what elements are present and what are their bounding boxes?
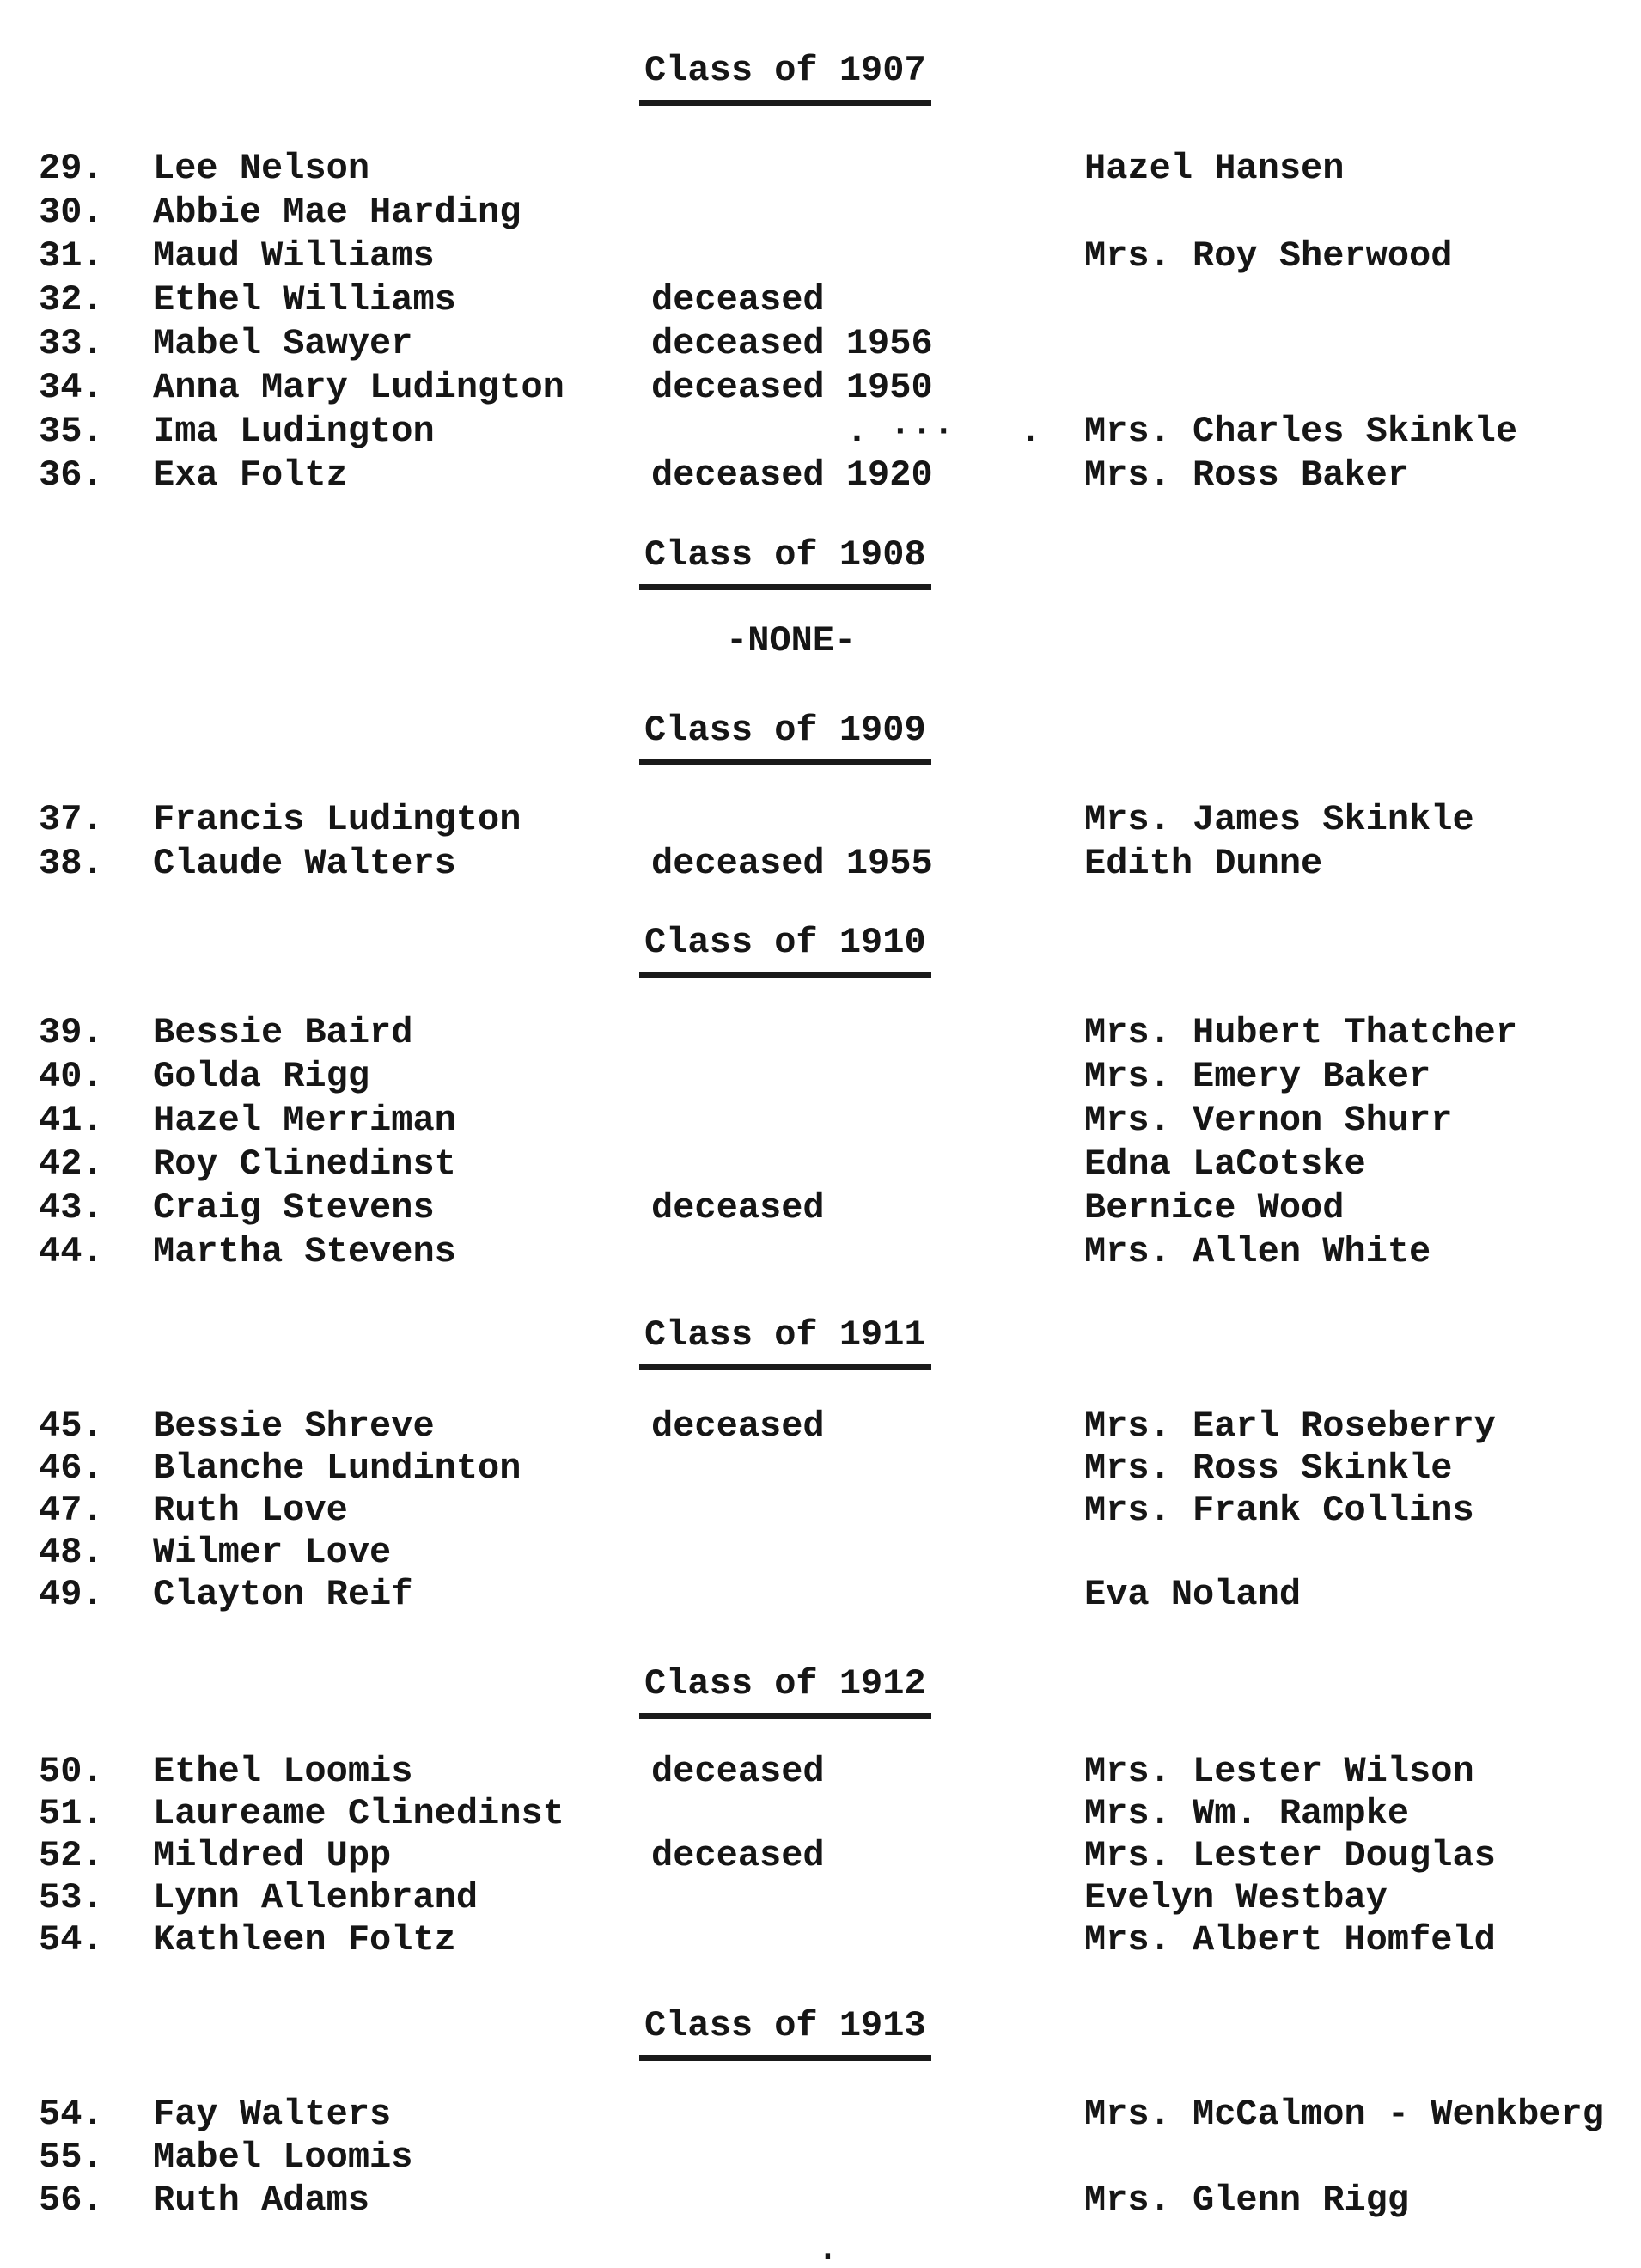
graduate-name: Exa Foltz — [153, 454, 348, 496]
roster-row — [0, 1835, 1641, 1878]
graduate-name: Ethel Williams — [153, 279, 456, 320]
row-number: 50. — [39, 1751, 104, 1792]
graduate-name: Mabel Loomis — [153, 2137, 413, 2178]
married-name: Mrs. Frank Collins — [1084, 1490, 1474, 1531]
graduate-name: Mabel Sawyer — [153, 323, 413, 364]
roster-row — [0, 1919, 1641, 1962]
roster-row — [0, 192, 1641, 235]
married-name: Mrs. Charles Skinkle — [1084, 411, 1518, 452]
graduate-name: Fay Walters — [153, 2094, 392, 2135]
section-heading-text: Class of 1909 — [639, 710, 931, 765]
married-name: Mrs. Albert Homfeld — [1084, 1919, 1496, 1960]
status-note: deceased — [651, 1835, 825, 1876]
married-name: Mrs. McCalmon - Wenkberg — [1084, 2094, 1604, 2135]
row-number: 55. — [39, 2137, 104, 2178]
row-number: 45. — [39, 1405, 104, 1447]
graduate-name: Claude Walters — [153, 843, 456, 884]
row-number: 52. — [39, 1835, 104, 1876]
married-name: Mrs. Roy Sherwood — [1084, 235, 1453, 277]
graduate-name: Martha Stevens — [153, 1231, 456, 1272]
section-heading-text: Class of 1908 — [639, 534, 931, 590]
row-number: 31. — [39, 235, 104, 277]
row-number: 44. — [39, 1231, 104, 1272]
roster-row — [0, 1793, 1641, 1836]
row-number: 30. — [39, 192, 104, 233]
married-name: Hazel Hansen — [1084, 148, 1345, 189]
roster-row — [0, 1751, 1641, 1794]
married-name: Mrs. Allen White — [1084, 1231, 1431, 1272]
graduate-name: Hazel Merriman — [153, 1100, 456, 1141]
row-number: 49. — [39, 1574, 104, 1615]
roster-row — [0, 1231, 1641, 1274]
row-number: 46. — [39, 1448, 104, 1489]
married-name: Edith Dunne — [1084, 843, 1323, 884]
section-note-none: -NONE- — [726, 620, 857, 662]
graduate-name: Wilmer Love — [153, 1532, 392, 1573]
married-name: Mrs. Glenn Rigg — [1084, 2180, 1410, 2221]
graduate-name: Clayton Reif — [153, 1574, 413, 1615]
roster-row — [0, 1056, 1641, 1099]
roster-row — [0, 2180, 1641, 2222]
graduate-name: Maud Williams — [153, 235, 435, 277]
married-name: Mrs. Vernon Shurr — [1084, 1100, 1453, 1141]
married-name: Mrs. Lester Wilson — [1084, 1751, 1474, 1792]
graduate-name: Kathleen Foltz — [153, 1919, 456, 1960]
married-name: Mrs. Ross Baker — [1084, 454, 1410, 496]
roster-row — [0, 1100, 1641, 1143]
graduate-name: Abbie Mae Harding — [153, 192, 522, 233]
row-number: 35. — [39, 411, 104, 452]
section-heading-1907 — [644, 50, 931, 106]
section-heading-text: Class of 1910 — [639, 922, 931, 978]
status-note: deceased 1950 — [651, 367, 933, 408]
status-note: deceased — [651, 1405, 825, 1447]
roster-row — [0, 235, 1641, 278]
roster-row — [0, 148, 1641, 191]
row-number: 36. — [39, 454, 104, 496]
roster-row — [0, 2094, 1641, 2137]
section-heading-text: Class of 1912 — [639, 1663, 931, 1719]
married-name: Edna LaCotske — [1084, 1143, 1366, 1185]
row-number: 54. — [39, 1919, 104, 1960]
married-name: Bernice Wood — [1084, 1187, 1345, 1228]
roster-row — [0, 1143, 1641, 1186]
row-number: 43. — [39, 1187, 104, 1228]
graduate-name: Francis Ludington — [153, 799, 522, 840]
married-name: Mrs. James Skinkle — [1084, 799, 1474, 840]
status-note: deceased 1956 — [651, 323, 933, 364]
row-number: 37. — [39, 799, 104, 840]
row-number: 40. — [39, 1056, 104, 1097]
graduate-name: Golda Rigg — [153, 1056, 370, 1097]
married-name: Eva Noland — [1084, 1574, 1302, 1615]
row-number: 42. — [39, 1143, 104, 1185]
section-heading-1910 — [644, 922, 931, 978]
roster-row — [0, 843, 1641, 886]
graduate-name: Roy Clinedinst — [153, 1143, 456, 1185]
married-name: Evelyn Westbay — [1084, 1877, 1388, 1918]
graduate-name: Lee Nelson — [153, 148, 370, 189]
graduate-name: Ima Ludington — [153, 411, 435, 452]
row-number: 34. — [39, 367, 104, 408]
roster-row — [0, 279, 1641, 322]
stray-ink-mark: . — [818, 2232, 838, 2268]
married-name: Mrs. Wm. Rampke — [1084, 1793, 1410, 1834]
section-heading-1909 — [644, 710, 931, 765]
section-heading-1908 — [644, 534, 931, 590]
married-name: Mrs. Lester Douglas — [1084, 1835, 1496, 1876]
roster-row — [0, 323, 1641, 366]
graduate-name: Blanche Lundinton — [153, 1448, 522, 1489]
graduate-name: Mildred Upp — [153, 1835, 392, 1876]
graduate-name: Craig Stevens — [153, 1187, 435, 1228]
row-number: 53. — [39, 1877, 104, 1918]
married-name: Mrs. Ross Skinkle — [1084, 1448, 1453, 1489]
section-heading-text: Class of 1911 — [639, 1314, 931, 1370]
roster-row — [0, 367, 1641, 410]
status-note: deceased — [651, 1751, 825, 1792]
graduate-name: Bessie Shreve — [153, 1405, 435, 1447]
roster-row — [0, 799, 1641, 842]
row-number: 38. — [39, 843, 104, 884]
roster-row — [0, 1187, 1641, 1230]
graduate-name: Anna Mary Ludington — [153, 367, 564, 408]
roster-row — [0, 1405, 1641, 1448]
married-name: Mrs. Hubert Thatcher — [1084, 1012, 1518, 1053]
graduate-name: Ethel Loomis — [153, 1751, 413, 1792]
roster-row — [0, 2137, 1641, 2180]
married-name: Mrs. Earl Roseberry — [1084, 1405, 1496, 1447]
graduate-name: Bessie Baird — [153, 1012, 413, 1053]
row-number: 29. — [39, 148, 104, 189]
graduate-name: Lynn Allenbrand — [153, 1877, 479, 1918]
roster-row — [0, 1448, 1641, 1491]
row-number: 33. — [39, 323, 104, 364]
section-heading-1912 — [644, 1663, 931, 1719]
row-number: 39. — [39, 1012, 104, 1053]
row-number: 54. — [39, 2094, 104, 2135]
row-number: 41. — [39, 1100, 104, 1141]
row-number: 47. — [39, 1490, 104, 1531]
section-heading-text: Class of 1913 — [639, 2005, 931, 2061]
section-heading-text: Class of 1907 — [639, 50, 931, 106]
roster-row — [0, 1490, 1641, 1533]
roster-row — [0, 1574, 1641, 1617]
married-name: Mrs. Emery Baker — [1084, 1056, 1431, 1097]
roster-row — [0, 1877, 1641, 1920]
status-note: deceased — [651, 279, 825, 320]
section-heading-1911 — [644, 1314, 931, 1370]
status-note: deceased — [651, 1187, 825, 1228]
roster-row — [0, 1012, 1641, 1055]
row-number: 51. — [39, 1793, 104, 1834]
row-number: 32. — [39, 279, 104, 320]
roster-row — [0, 454, 1641, 497]
graduate-name: Ruth Love — [153, 1490, 348, 1531]
status-note: deceased 1955 — [651, 843, 933, 884]
graduate-name: Laureame Clinedinst — [153, 1793, 564, 1834]
row-number: 48. — [39, 1532, 104, 1573]
section-heading-1913 — [644, 2005, 931, 2061]
row-number: 56. — [39, 2180, 104, 2221]
status-note: . ··· . — [651, 411, 1041, 452]
status-note: deceased 1920 — [651, 454, 933, 496]
graduate-name: Ruth Adams — [153, 2180, 370, 2221]
roster-row — [0, 1532, 1641, 1575]
roster-row — [0, 411, 1641, 454]
